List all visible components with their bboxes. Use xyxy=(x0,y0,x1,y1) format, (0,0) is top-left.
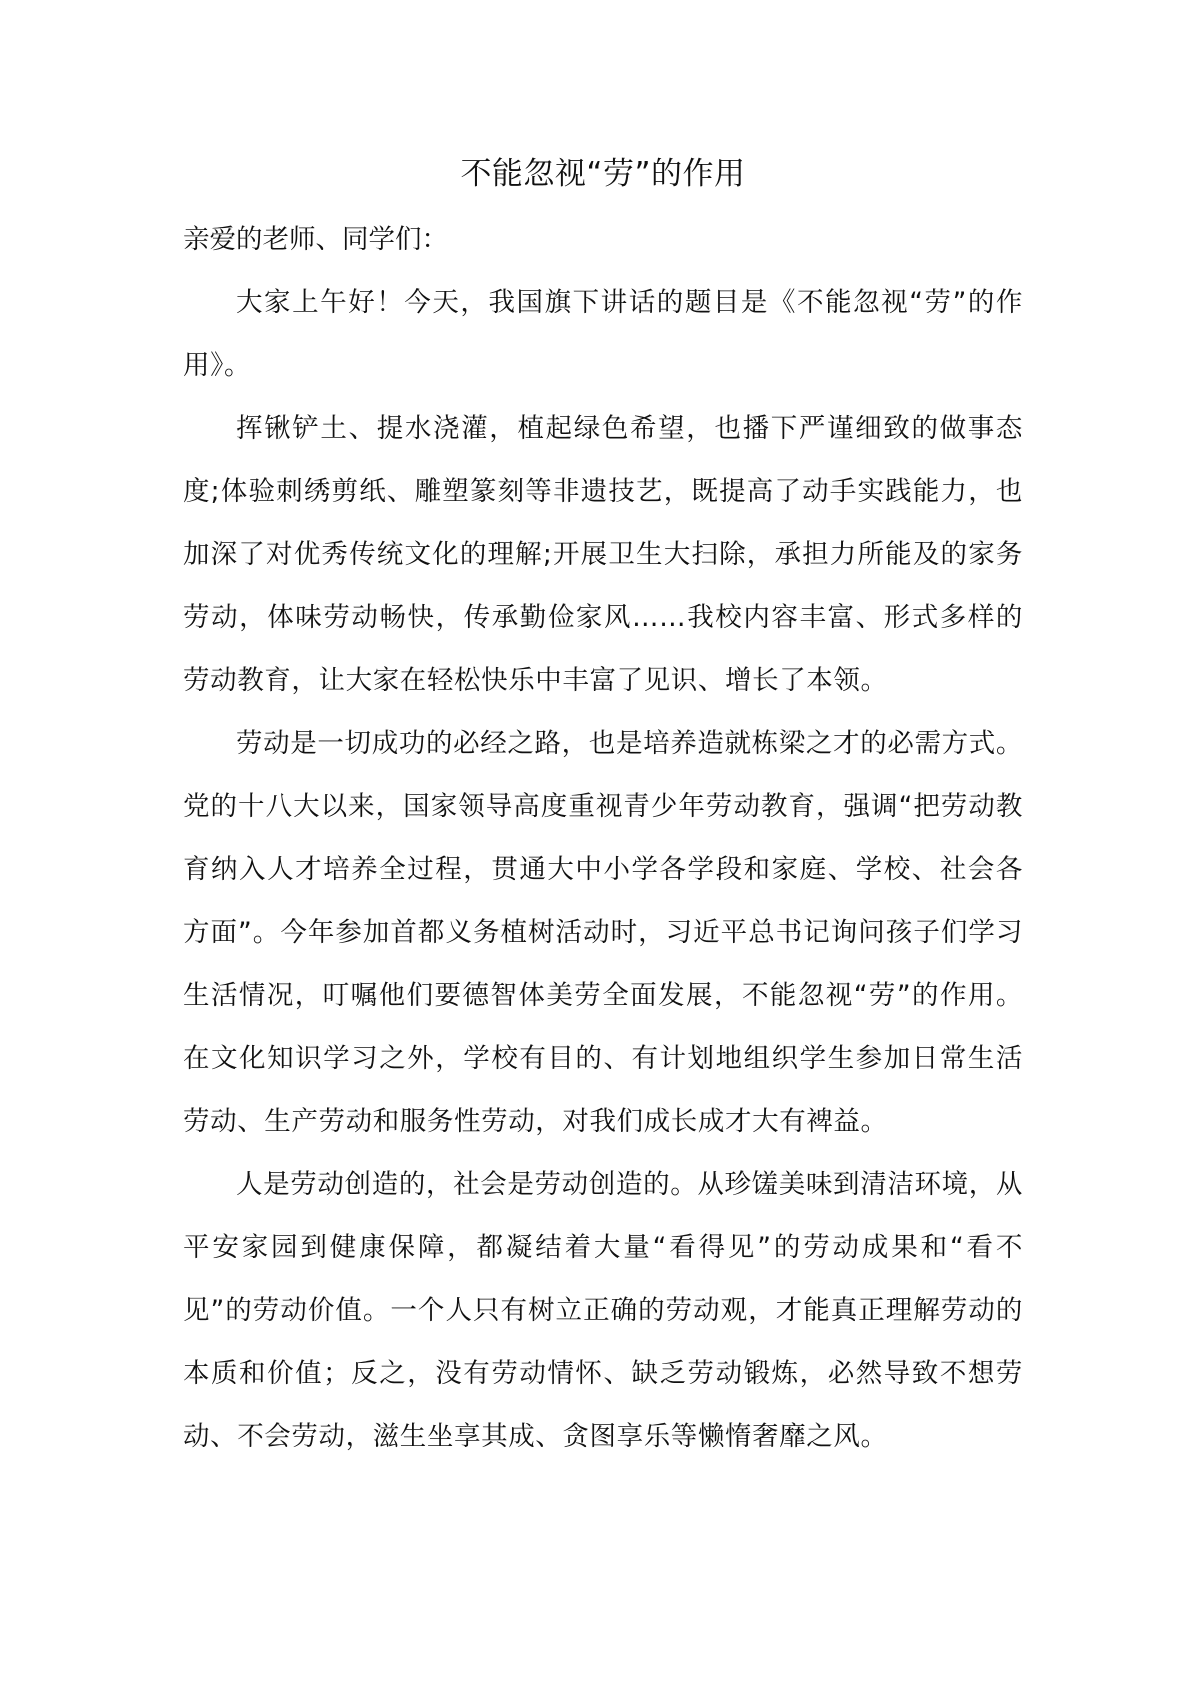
paragraph-greeting: 大家上午好！今天，我国旗下讲话的题目是《不能忽视“劳”的作用》。 xyxy=(183,287,1023,381)
paragraph-value: 人是劳动创造的，社会是劳动创造的。从珍馐美味到清洁环境，从平安家园到健康保障，都凝结着大量“看得见”的劳动成果和“看不见”的劳动价值。一个人只有树立正确的劳动观，才能真正理解劳动的本质和价值；反之，没有劳动情怀、缺乏劳动锻炼，必然导致不想劳动、不会劳动，滋生坐享其成、贪图享乐等懒惰奢靡之风。 xyxy=(183,1169,1023,1452)
paragraph-activities: 挥锹铲土、提水浇灌，植起绿色希望，也播下严谨细致的做事态度;体验刺绣剪纸、雕塑篆刻等非遗技艺，既提高了动手实践能力，也加深了对优秀传统文化的理解;开展卫生大扫除，承担力所能及的家务劳动，体味劳动畅快，传承勤俭家风……我校内容丰富、形式多样的劳动教育，让大家在轻松快乐中丰富了见识、增长了本领。 xyxy=(183,413,1023,696)
document-title: 不能忽视“劳”的作用 xyxy=(460,156,746,192)
paragraph-importance: 劳动是一切成功的必经之路，也是培养造就栋梁之才的必需方式。党的十八大以来，国家领导高度重视青少年劳动教育，强调“把劳动教育纳入人才培养全过程，贯通大中小学各学段和家庭、学校、社会各方面”。今年参加首都义务植树活动时，习近平总书记询问孩子们学习生活情况，叮嘱他们要德智体美劳全面发展，不能忽视“劳”的作用。在文化知识学习之外，学校有目的、有计划地组织学生参加日常生活劳动、生产劳动和服务性劳动，对我们成长成才大有裨益。 xyxy=(183,728,1023,1137)
salutation: 亲爱的老师、同学们： xyxy=(183,224,448,255)
document-body xyxy=(183,150,1023,1468)
